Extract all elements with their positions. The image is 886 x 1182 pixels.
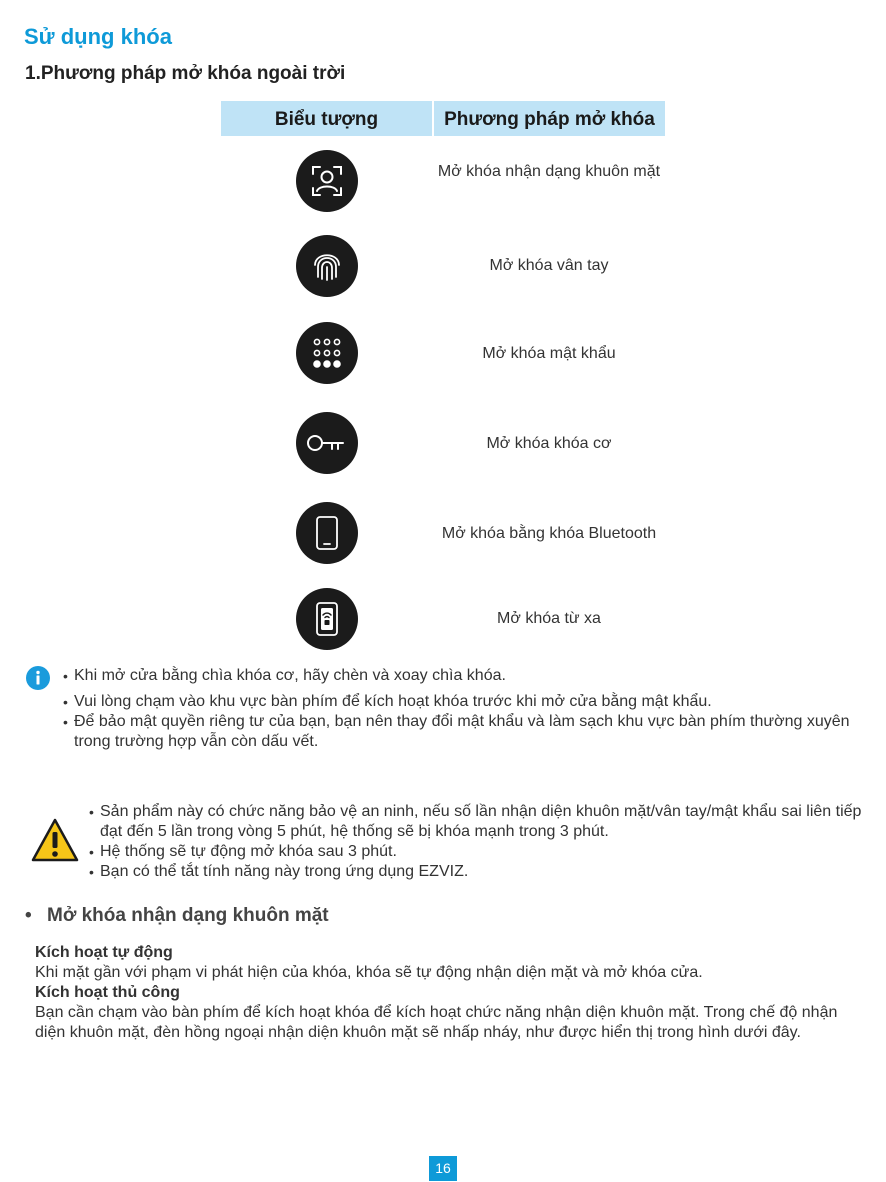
fingerprint-icon xyxy=(296,235,358,297)
warning-note: • Bạn có thể tắt tính năng này trong ứng dụng EZVIZ. xyxy=(89,863,469,880)
info-note: • Khi mở cửa bằng chìa khóa cơ, hãy chèn và xoay chìa khóa. xyxy=(63,667,506,684)
info-note: • Vui lòng chạm vào khu vực bàn phím để kích hoạt khóa trước khi mở cửa bằng mật khẩu. xyxy=(63,693,712,710)
table-header xyxy=(221,101,665,136)
column-header-method: Phương pháp mở khóa xyxy=(434,101,665,136)
section-bullet: • xyxy=(25,905,32,926)
method-remote: Mở khóa từ xa xyxy=(497,610,601,627)
method-password: Mở khóa mật khẩu xyxy=(482,345,616,362)
page-number: 16 xyxy=(429,1156,457,1181)
manual-activation-heading: Kích hoạt thủ công xyxy=(35,984,180,1001)
method-face: Mở khóa nhận dạng khuôn mặt xyxy=(437,163,661,180)
method-bluetooth: Mở khóa bằng khóa Bluetooth xyxy=(441,525,657,542)
info-note: • Để bảo mật quyền riêng tư của bạn, bạn nên thay đổi mật khẩu và làm sạch khu vực bàn phím thường xuyên trong trường hợp vẫn còn dấu vết. xyxy=(63,713,850,750)
method-mechanical-key: Mở khóa khóa cơ xyxy=(486,435,612,452)
auto-activation-text: Khi mặt gần với phạm vi phát hiện của khóa, khóa sẽ tự động nhận diện mặt và mở khóa cửa. xyxy=(35,964,703,981)
info-icon xyxy=(26,666,50,690)
section-heading xyxy=(25,905,329,927)
remote-unlock-icon xyxy=(296,588,358,650)
manual-activation-text: Bạn cần chạm vào bàn phím để kích hoạt khóa để kích hoạt chức năng nhận diện khuôn mặt. Trong chế độ nhận diện khuôn mặt, đèn hồng ngoại nhận diện khuôn mặt sẽ nhấp nháy, như được hiển thị trong hình dưới đây. xyxy=(35,1004,838,1041)
auto-activation-heading: Kích hoạt tự động xyxy=(35,944,173,961)
warning-note: • Hệ thống sẽ tự động mở khóa sau 3 phút. xyxy=(89,843,397,860)
keypad-icon xyxy=(296,322,358,384)
page-title: Sử dụng khóa xyxy=(24,24,172,49)
column-header-icon: Biểu tượng xyxy=(221,101,432,136)
mechanical-key-icon xyxy=(296,412,358,474)
phone-icon xyxy=(296,502,358,564)
section-title: Mở khóa nhận dạng khuôn mặt xyxy=(47,905,329,926)
warning-note: • Sản phẩm này có chức năng bảo vệ an ninh, nếu số lần nhận diện khuôn mặt/vân tay/mật khẩu sai liên tiếp đạt đến 5 lần trong vòng 5 phút, hệ thống sẽ bị khóa mạnh trong 3 phút. xyxy=(89,803,862,840)
subtitle: 1.Phương pháp mở khóa ngoài trời xyxy=(25,63,346,84)
warning-icon xyxy=(30,817,80,863)
method-fingerprint: Mở khóa vân tay xyxy=(489,257,609,274)
face-recognition-icon xyxy=(296,150,358,212)
